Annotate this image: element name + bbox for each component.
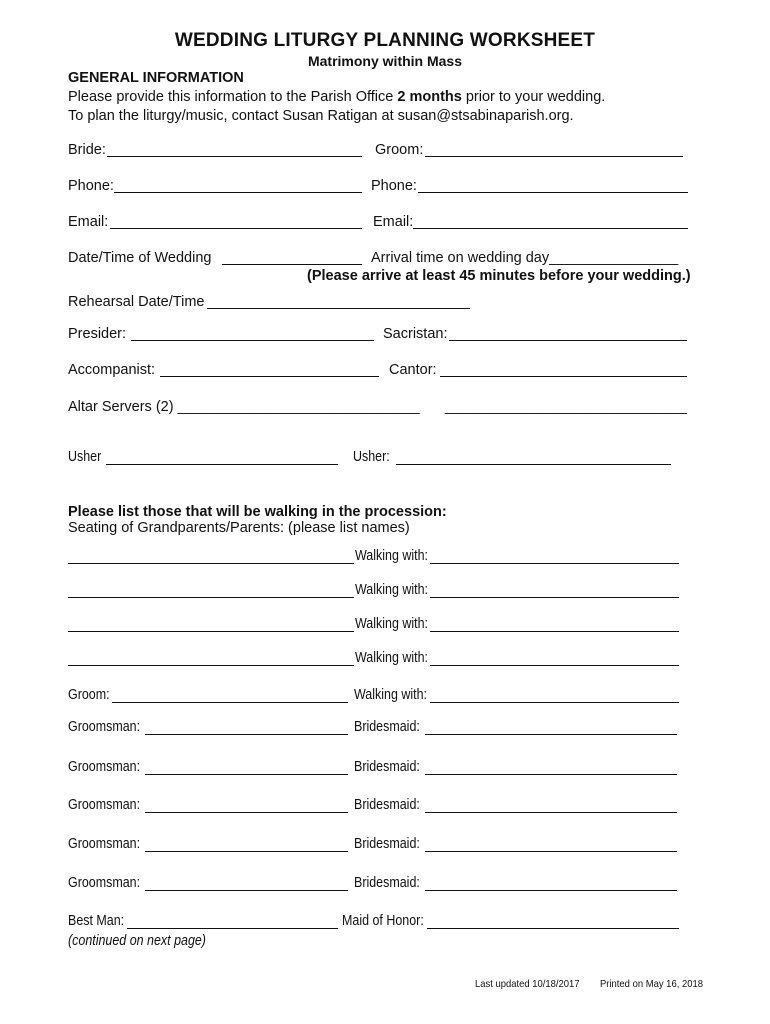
groomsman-label: Groomsman: — [68, 759, 141, 775]
groom-label: Groom: — [375, 142, 424, 158]
bridesmaid-label: Bridesmaid: — [354, 719, 420, 735]
walking-with-label: Walking with: — [355, 582, 429, 598]
walking-with-field[interactable] — [430, 631, 679, 632]
page-title: WEDDING LITURGY PLANNING WORKSHEET — [174, 30, 596, 51]
seating-label: Seating of Grandparents/Parents: (please list names) — [68, 520, 410, 536]
usher-field-right[interactable] — [396, 464, 671, 465]
phone-label-left: Phone: — [68, 178, 114, 194]
email-field-left[interactable] — [110, 228, 362, 229]
cantor-label: Cantor: — [389, 362, 437, 378]
arrival-note: (Please arrive at least 45 minutes before your wedding.) — [307, 268, 691, 284]
seating-name-field[interactable] — [68, 563, 354, 564]
groom-procession-field[interactable] — [112, 702, 348, 703]
presider-field[interactable] — [131, 340, 374, 341]
bridesmaid-field[interactable] — [425, 851, 677, 852]
seating-name-field[interactable] — [68, 665, 354, 666]
groomsman-field[interactable] — [145, 890, 348, 891]
groomsman-field[interactable] — [145, 851, 348, 852]
rehearsal-label: Rehearsal Date/Time — [68, 294, 205, 310]
bridesmaid-field[interactable] — [425, 812, 677, 813]
usher-label-right: Usher: — [353, 449, 390, 465]
groomsman-field[interactable] — [145, 734, 348, 735]
bridesmaid-label: Bridesmaid: — [354, 759, 420, 775]
bridesmaid-label: Bridesmaid: — [354, 875, 420, 891]
procession-heading: Please list those that will be walking in the procession: — [68, 504, 447, 520]
walking-with-label: Walking with: — [355, 548, 429, 564]
bridesmaid-label: Bridesmaid: — [354, 836, 420, 852]
bridesmaid-label: Bridesmaid: — [354, 797, 420, 813]
walking-with-field[interactable] — [430, 702, 679, 703]
groomsman-field[interactable] — [145, 812, 348, 813]
page-subtitle: Matrimony within Mass — [307, 53, 463, 69]
date-time-label: Date/Time of Wedding — [68, 250, 212, 266]
contact-line: To plan the liturgy/music, contact Susan Ratigan at susan@stsabinaparish.org. — [68, 108, 574, 124]
walking-with-field[interactable] — [430, 597, 679, 598]
groomsman-label: Groomsman: — [68, 875, 141, 891]
seating-name-field[interactable] — [68, 597, 354, 598]
general-instructions — [68, 89, 605, 105]
walking-with-label: Walking with: — [355, 616, 429, 632]
walking-with-field[interactable] — [430, 563, 679, 564]
walking-with-label: Walking with: — [354, 687, 428, 703]
general-heading: GENERAL INFORMATION — [68, 70, 244, 86]
usher-label-left: Usher — [68, 449, 102, 465]
phone-label-right: Phone: — [371, 178, 417, 194]
instructions-bold: 2 months — [397, 89, 462, 105]
email-label-right: Email: — [373, 214, 414, 230]
groomsman-label: Groomsman: — [68, 836, 141, 852]
phone-field-left[interactable] — [114, 192, 362, 193]
groom-field[interactable] — [425, 156, 683, 157]
altar-servers-label[interactable]: Altar Servers (2) ______________________________ — [68, 399, 420, 415]
best-man-field[interactable] — [127, 928, 338, 929]
instructions-text: Please provide this information to the Parish Office — [68, 89, 398, 105]
seating-name-field[interactable] — [68, 631, 354, 632]
continued-note: (continued on next page) — [68, 933, 206, 949]
cantor-field[interactable] — [440, 376, 687, 377]
best-man-label: Best Man: — [68, 913, 125, 929]
groomsman-label: Groomsman: — [68, 797, 141, 813]
usher-field-left[interactable] — [106, 464, 338, 465]
email-label-left: Email: — [68, 214, 109, 230]
bride-label: Bride: — [68, 142, 106, 158]
bridesmaid-field[interactable] — [425, 734, 677, 735]
maid-of-honor-field[interactable] — [427, 928, 679, 929]
date-time-field[interactable] — [222, 264, 362, 265]
altar-servers-field-2[interactable]: ______________________________ — [445, 399, 687, 415]
instructions-text-end: prior to your wedding. — [461, 89, 606, 105]
sacristan-field[interactable] — [449, 340, 687, 341]
bridesmaid-field[interactable] — [425, 890, 677, 891]
accompanist-field[interactable] — [160, 376, 379, 377]
walking-with-field[interactable] — [430, 665, 679, 666]
bride-field[interactable] — [107, 156, 362, 157]
arrival-label[interactable]: Arrival time on wedding day________________ — [371, 250, 679, 266]
bridesmaid-field[interactable] — [425, 774, 677, 775]
last-updated: Last updated 10/18/2017 — [475, 978, 580, 990]
printed-date: Printed on May 16, 2018 — [600, 978, 703, 990]
phone-field-right[interactable] — [418, 192, 688, 193]
accompanist-label: Accompanist: — [68, 362, 156, 378]
groomsman-label: Groomsman: — [68, 719, 141, 735]
groom-procession-label: Groom: — [68, 687, 110, 703]
walking-with-label: Walking with: — [355, 650, 429, 666]
maid-of-honor-label: Maid of Honor: — [342, 913, 424, 929]
email-field-right[interactable] — [413, 228, 688, 229]
groomsman-field[interactable] — [145, 774, 348, 775]
sacristan-label: Sacristan: — [383, 326, 448, 342]
rehearsal-field[interactable] — [207, 308, 470, 309]
presider-label: Presider: — [68, 326, 127, 342]
